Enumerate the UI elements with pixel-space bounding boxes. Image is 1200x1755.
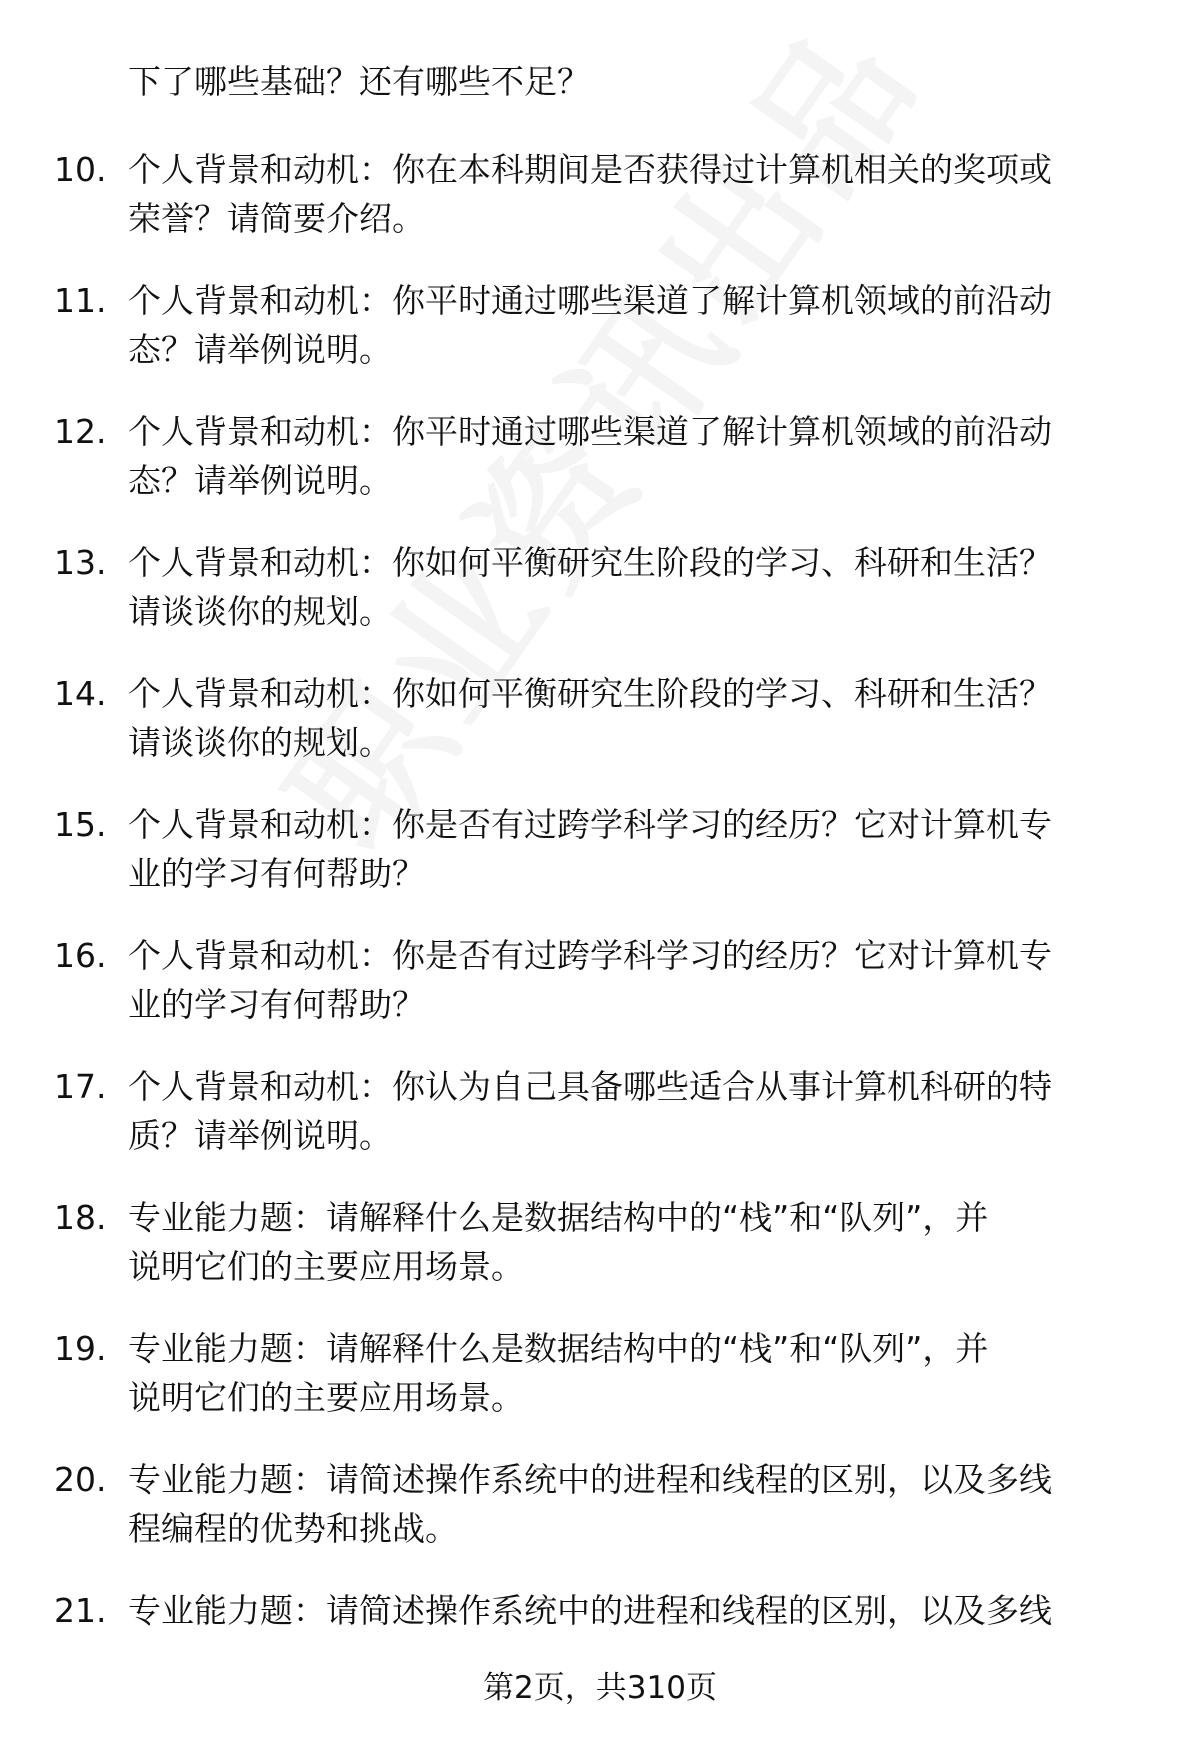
question-text-line: 个人背景和动机：你如何平衡研究生阶段的学习、科研和生活？ [128,543,1052,582]
question-item [0,144,1200,275]
question-item [0,668,1200,799]
question-text-line: 个人背景和动机：你是否有过跨学科学习的经历？它对计算机专 [128,936,1052,975]
question-text-line: 质？请举例说明。 [128,1116,392,1155]
question-number: 17. [54,1067,107,1106]
question-text-line: 个人背景和动机：你平时通过哪些渠道了解计算机领域的前沿动 [128,412,1052,451]
question-number: 12. [54,412,107,451]
question-number: 16. [54,936,107,975]
question-text-line: 业的学习有何帮助？ [128,985,425,1024]
question-number: 11. [54,281,107,320]
question-text-line: 荣誉？请简要介绍。 [128,199,425,238]
question-text-line: 请谈谈你的规划。 [128,592,392,631]
question-text-line: 专业能力题：请简述操作系统中的进程和线程的区别，以及多线 [128,1460,1052,1499]
question-item [0,537,1200,668]
question-number: 10. [54,150,107,189]
question-item [0,1454,1200,1585]
question-text-line: 说明它们的主要应用场景。 [128,1247,524,1286]
question-text-line: 程编程的优势和挑战。 [128,1509,458,1548]
question-item [0,799,1200,930]
question-number: 18. [54,1198,107,1237]
question-text-line: 说明它们的主要应用场景。 [128,1378,524,1417]
question-text-line: 专业能力题：请解释什么是数据结构中的“栈”和“队列”，并 [128,1329,989,1368]
question-item [0,930,1200,1061]
question-text-line: 请谈谈你的规划。 [128,723,392,762]
question-text-line: 个人背景和动机：你是否有过跨学科学习的经历？它对计算机专 [128,805,1052,844]
question-number: 19. [54,1329,107,1368]
question-text-line: 个人背景和动机：你认为自己具备哪些适合从事计算机科研的特 [128,1067,1052,1106]
question-text-line: 专业能力题：请解释什么是数据结构中的“栈”和“队列”，并 [128,1198,989,1237]
question-item [0,1192,1200,1323]
question-item [0,275,1200,406]
question-number: 21. [54,1591,107,1630]
question-number: 20. [54,1460,107,1499]
question-list [0,144,1200,1716]
continuation-line: 下了哪些基础？还有哪些不足？ [128,62,590,101]
question-number: 15. [54,805,107,844]
question-text-line: 个人背景和动机：你平时通过哪些渠道了解计算机领域的前沿动 [128,281,1052,320]
question-item [0,1061,1200,1192]
question-text-line: 个人背景和动机：你在本科期间是否获得过计算机相关的奖项或 [128,150,1052,189]
question-item [0,406,1200,537]
question-text-line: 专业能力题：请简述操作系统中的进程和线程的区别，以及多线 [128,1591,1052,1630]
question-number: 14. [54,674,107,713]
question-text-line: 个人背景和动机：你如何平衡研究生阶段的学习、科研和生活？ [128,674,1052,713]
question-text-line: 业的学习有何帮助？ [128,854,425,893]
question-number: 13. [54,543,107,582]
question-text-line: 态？请举例说明。 [128,461,392,500]
question-text-line: 态？请举例说明。 [128,330,392,369]
question-item [0,1323,1200,1454]
page-footer: 第2页，共310页 [483,1670,717,1706]
